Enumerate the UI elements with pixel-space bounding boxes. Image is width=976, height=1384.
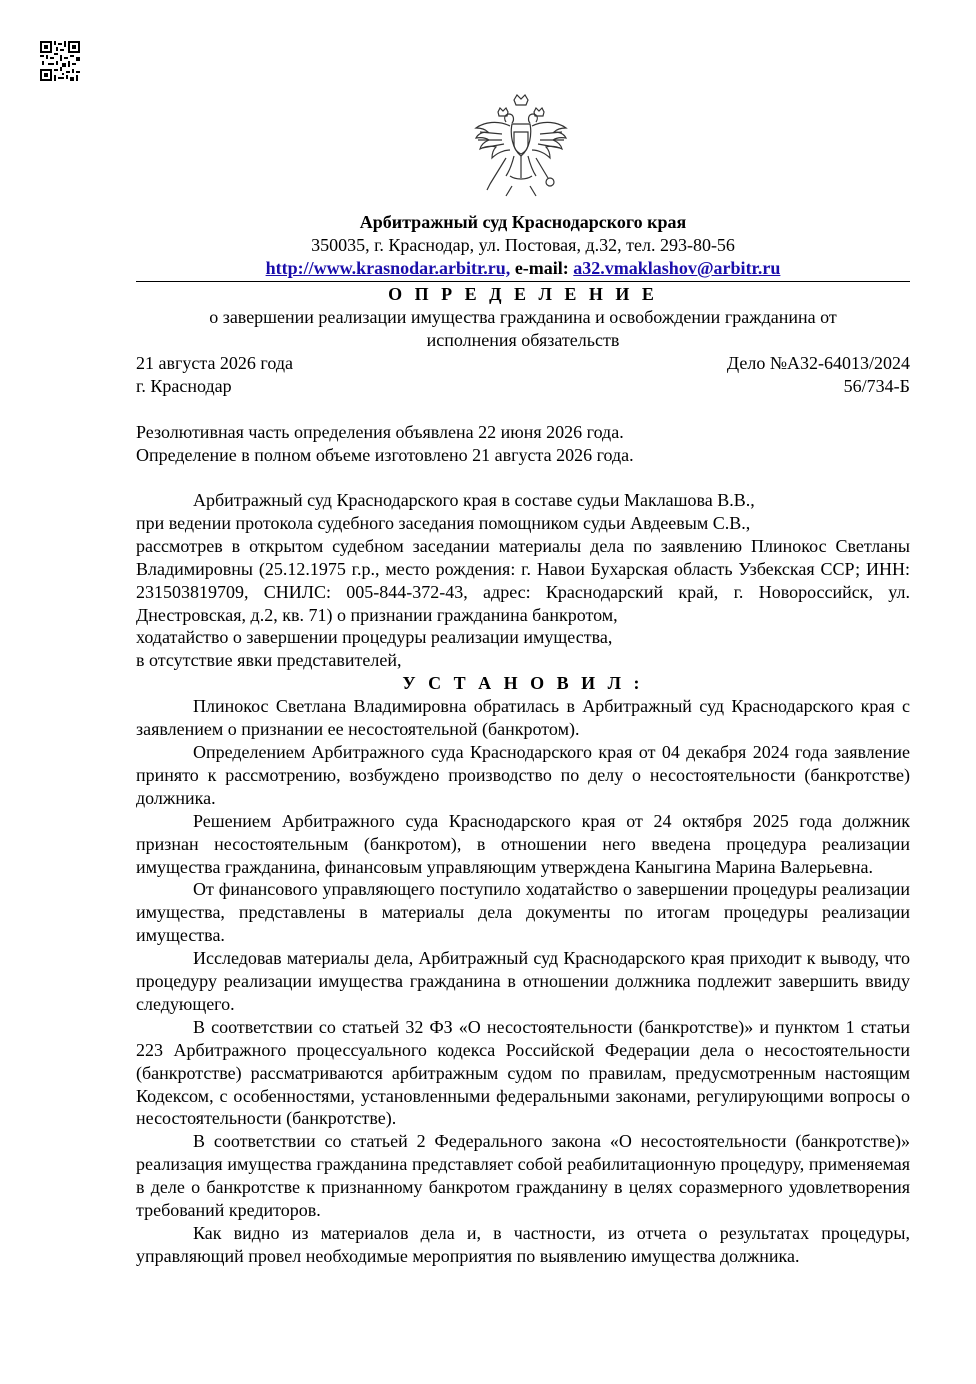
court-email-link[interactable]: a32.vmaklashov@arbitr.ru [573,258,781,278]
court-website-link[interactable]: http://www.krasnodar.arbitr.ru, [265,258,511,278]
document-body [136,489,910,1268]
document-subject-line-1: о завершении реализации имущества гражданина и освобождении гражданина от [209,307,837,327]
body-paragraph-1: Плинокос Светлана Владимировна обратилась в Арбитражный суд Краснодарского края с заявлением о признании ее несостоятельной (банкротом). [136,696,910,740]
intro-paragraph-2: при ведении протокола судебного заседания помощником судьи Авдеевым С.В., [136,512,751,533]
intro-paragraph-3: рассмотрев в открытом судебном заседании материалы дела по заявлению Плинокос Светланы Владимировны (25.12.1975 г.р., место рождения: г. Навои Бухарская область Узбекская ССР; ИНН: 231503819709, СНИЛС: 005-844-372-43, адрес: Краснодарский край, г. Новороссийск, ул. Днестровская, д.2, кв. 71) о признании гражданина банкротом, [136,535,910,625]
full-text-date: Определение в полном объеме изготовлено 21 августа 2026 года. [136,445,634,465]
intro-paragraph-4: ходатайство о завершении процедуры реализации имущества, [136,627,613,648]
body-paragraph-6: В соответствии со статьей 32 ФЗ «О несостоятельности (банкротстве)» и пунктом 1 статьи 223 Арбитражного процессуального кодекса Российской Федерации дела о несостоятельности (банкротстве) рассматриваются арбитражным судом по правилам, предусмотренным настоящим Кодексом, с особенностями, установленными федеральными законами, регулирующими вопросы о несостоятельности (банкротстве). [136,1016,910,1129]
announcement-date: Резолютивная часть определения объявлена 22 июня 2026 года. [136,422,624,442]
document-type: О П Р Е Д Е Л Е Н И Е [388,284,658,304]
document-subject-line-2: исполнения обязательств [426,330,620,350]
court-name: Арбитражный суд Краснодарского края [359,212,687,232]
document-subject [136,306,910,352]
header-divider [136,281,910,282]
coat-of-arms-emblem [466,92,576,204]
intro-paragraph-5: в отсутствие явки представителей, [136,650,402,671]
body-paragraph-3: Решением Арбитражного суда Краснодарского края от 24 октября 2025 года должник признан несостоятельным (банкротом), в отношении него введена процедура реализации имущества гражданина, финансовым управляющим утверждена Каныгина Марина Валерьевна. [136,810,910,877]
body-paragraph-7: В соответствии со статьей 2 Федерального закона «О несостоятельности (банкротстве)» реализация имущества гражданина представляет собой реабилитационную процедуру, применяемая в деле о банкротстве к признанному банкротом гражданину в целях соразмерного удовлетворения требований кредиторов. [136,1131,910,1221]
intro-paragraph-1: Арбитражный суд Краснодарского края в составе судьи Маклашова В.В., [193,490,755,510]
body-paragraph-8: Как видно из материалов дела и, в частности, из отчета о результатах процедуры, управляющий провел необходимые мероприятия по выявлению имущества должника. [136,1223,910,1266]
document-date: 21 августа 2026 года [136,353,293,373]
court-contacts [136,257,910,280]
body-paragraph-5: Исследовав материалы дела, Арбитражный суд Краснодарского края приходит к выводу, что процедуру реализации имущества гражданина в отношении должника подлежит завершить ввиду следующего. [136,948,910,1014]
case-sub-number: 56/734-Б [843,376,910,396]
document-city: г. Краснодар [136,376,232,396]
established-heading: У С Т А Н О В И Л : [402,673,644,694]
case-number: Дело №А32-64013/2024 [726,353,910,373]
body-paragraph-4: От финансового управляющего поступило ходатайство о завершении процедуры реализации имущества, представлены в материалы дела документы по итогам процедуры реализации имущества. [136,879,910,946]
email-label: e-mail: [514,258,569,278]
body-paragraph-2: Определением Арбитражного суда Краснодарского края от 04 декабря 2024 года заявление принято к рассмотрению, возбуждено производство по делу о несостоятельности (банкротстве) должника. [136,741,910,808]
court-address: 350035, г. Краснодар, ул. Постовая, д.32, тел. 293-80-56 [311,235,735,255]
qr-code [40,41,80,81]
